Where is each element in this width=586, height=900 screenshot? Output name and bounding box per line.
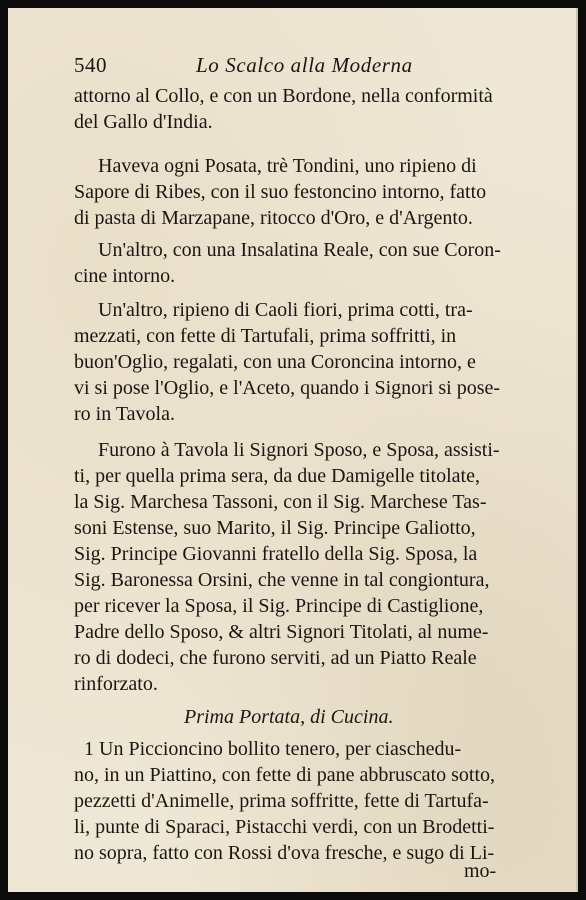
text-line: ro di dodeci, che furono serviti, ad un Piatto Reale xyxy=(74,647,477,669)
text-line: Un'altro, ripieno di Caoli fiori, prima cotti, tra- xyxy=(98,299,473,321)
text-line: soni Estense, suo Marito, il Sig. Principe Galiotto, xyxy=(74,517,476,539)
text-line: Sig. Baronessa Orsini, che venne in tal congiontura, xyxy=(74,569,490,591)
text-line: rinforzato. xyxy=(74,673,158,695)
section-title: Prima Portata, di Cucina. xyxy=(184,706,394,728)
text-line: ro in Tavola. xyxy=(74,403,175,425)
text-line: Furono à Tavola li Signori Sposo, e Sposa, assisti- xyxy=(98,439,500,461)
text-line: per ricever la Sposa, il Sig. Principe di Castiglione, xyxy=(74,595,484,617)
text-line: Padre dello Sposo, & altri Signori Titolati, al nume- xyxy=(74,621,489,643)
text-line: buon'Oglio, regalati, con una Coroncina intorno, e xyxy=(74,351,476,373)
text-line: Haveva ogni Posata, trè Tondini, uno ripieno di xyxy=(98,155,477,177)
text-line: li, punte di Sparaci, Pistacchi verdi, con un Brodetti- xyxy=(74,816,495,838)
text-line: 1 Un Piccioncino bollito tenero, per ciaschedu- xyxy=(84,738,462,760)
text-line: Sig. Principe Giovanni fratello della Sig. Sposa, la xyxy=(74,543,478,565)
text-line: no sopra, fatto con Rossi d'ova fresche, e sugo di Li- xyxy=(74,842,495,864)
book-page-frame xyxy=(8,8,578,892)
text-line: mezzati, con fette di Tartufali, prima soffritti, in xyxy=(74,325,457,347)
running-title: Lo Scalco alla Moderna xyxy=(196,53,413,77)
page-number: 540 xyxy=(74,53,107,77)
text-line: di pasta di Marzapane, ritocco d'Oro, e d'Argento. xyxy=(74,207,473,229)
text-line: ti, per quella prima sera, da due Damigelle titolate, xyxy=(74,465,480,487)
text-line: Un'altro, con una Insalatina Reale, con sue Coron- xyxy=(98,239,501,261)
text-line: cine intorno. xyxy=(74,265,176,287)
text-line: vi si pose l'Oglio, e l'Aceto, quando i Signori si pose- xyxy=(74,377,501,399)
text-line: la Sig. Marchesa Tassoni, con il Sig. Marchese Tas- xyxy=(74,491,487,513)
catchword: mo- xyxy=(464,860,497,882)
text-line: Sapore di Ribes, con il suo festoncino intorno, fatto xyxy=(74,181,487,203)
text-line: del Gallo d'India. xyxy=(74,111,213,133)
text-line: no, in un Piattino, con fette di pane abbruscato sotto, xyxy=(74,764,496,786)
text-line: attorno al Collo, e con un Bordone, nella conformità xyxy=(74,85,493,107)
text-line: pezzetti d'Animelle, prima soffritte, fette di Tartufa- xyxy=(74,790,489,812)
page-text xyxy=(8,8,578,892)
